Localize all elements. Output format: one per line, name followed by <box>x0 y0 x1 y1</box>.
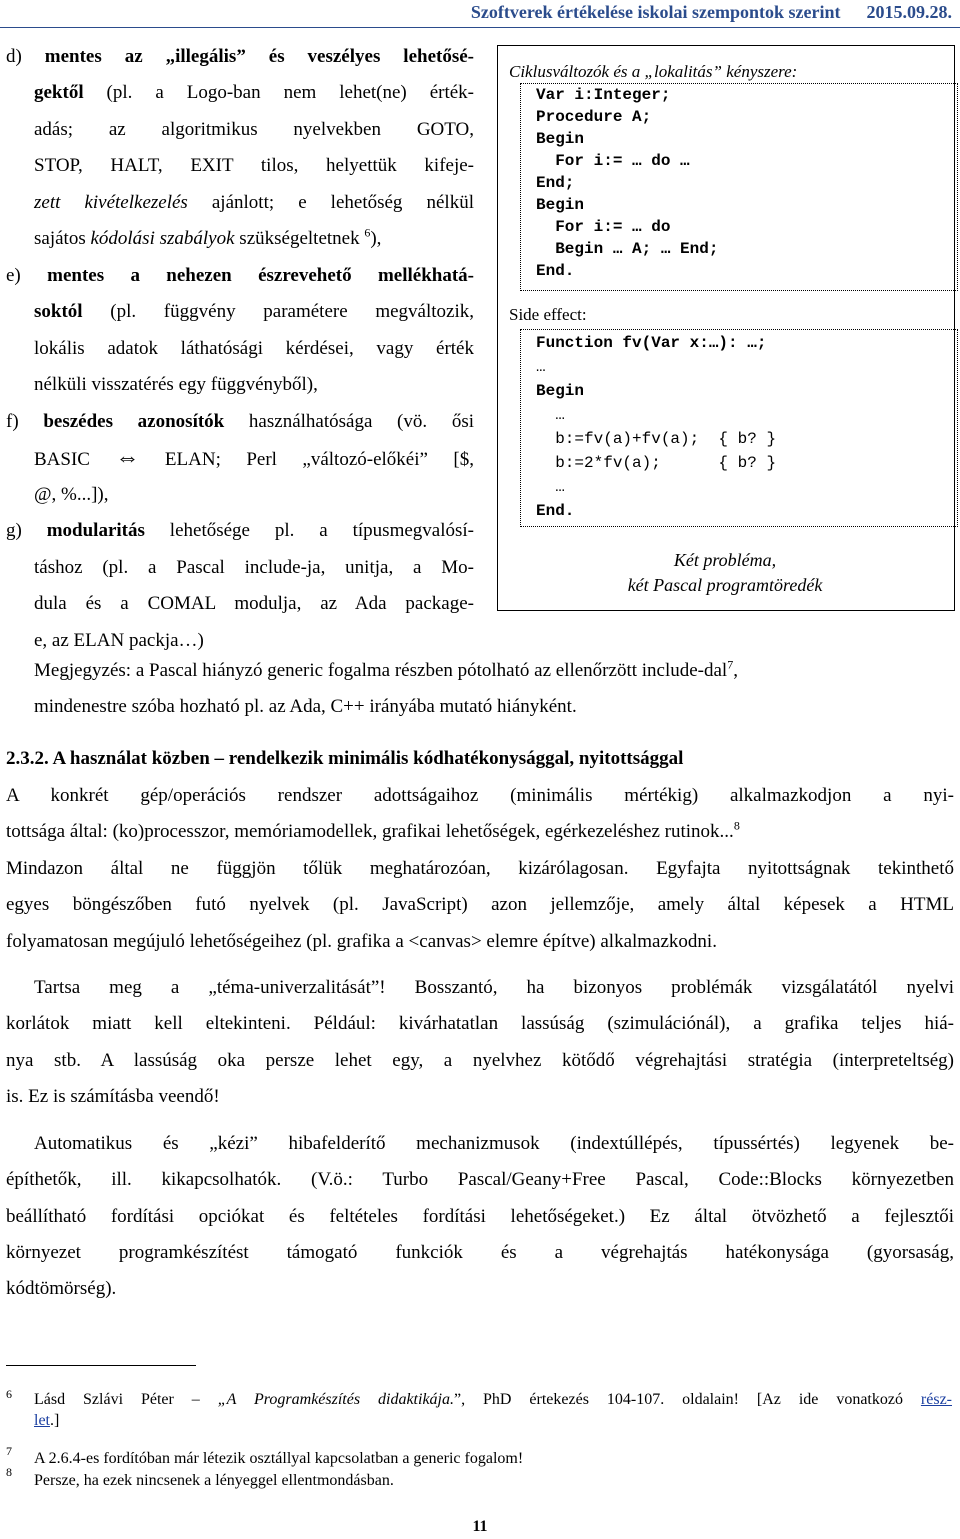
p3-line3: beállítható fordítási opciókat és feltételes fordítási lehetőségeket.) Ez által ötvözhető a fejlesztői <box>6 1206 954 1227</box>
code-block-1: Var i:Integer; Procedure A; Begin For i:= … do … End; Begin For i:= … do Begin … A; … End; End. <box>536 86 719 280</box>
header-date: 2015.09.28. <box>866 2 952 22</box>
item-d-line3: adás; az algoritmikus nyelvekben GOTO, <box>34 119 474 140</box>
footnote-separator <box>6 1365 196 1366</box>
item-e-line3: lokális adatok láthatósági kérdései, vagy érték <box>34 338 474 359</box>
p3-line4: környezet programkészítést támogató funkciók és a végrehajtás hatékonysága (gyorsaság, <box>6 1242 954 1263</box>
fn6-line2: let.] <box>34 1412 60 1429</box>
p3-line5: kódtömörség). <box>6 1278 117 1299</box>
caption-line1: Két probléma, <box>673 550 777 570</box>
item-d-line2: gektől (pl. a Logo-ban nem lehet(ne) érték- <box>34 82 474 103</box>
p3-line1: Automatikus és „kézi” hibafelderítő mechanizmusok (indextúllépés, típussértés) legyenek be- <box>34 1133 954 1154</box>
side-effect-label: Side effect: <box>509 305 587 324</box>
note-line2: mindenestre szóba hozható pl. az Ada, C++ irányába mutató hiányként. <box>34 696 577 717</box>
p2-line3: nya stb. A lassúság oka persze lehet egy, a nyelvhez kötődő végrehajtási stratégia (interpreteltség) <box>6 1050 954 1071</box>
fn8-number: 8 <box>6 1465 12 1479</box>
p1-line3: Mindazon által ne függjön tőlük meghatározóan, kizárólagosan. Egyfajta nyitottságnak tekinthető <box>6 858 954 879</box>
caption-line2: két Pascal programtöredék <box>627 575 823 595</box>
box-title: Ciklusváltozók és a „lokalitás” kényszere: <box>509 62 798 81</box>
p1-line5: folyamatosan megújuló lehetőségeihez (pl. grafika a <canvas> elemre építve) alkalmazkodni. <box>6 931 717 952</box>
p3-line2: építhetők, ill. kikapcsolhatók. (V.ö.: Turbo Pascal/Geany+Free Pascal, Code::Blocks környezetben <box>6 1169 954 1190</box>
p1-line1: A konkrét gép/operációs rendszer adottságaihoz (minimális mértékig) alkalmazkodjon a nyi- <box>6 785 954 806</box>
item-d-line1: d) mentes az „illegális” és veszélyes lehetősé- <box>6 46 474 67</box>
fn6-link-cont[interactable]: let <box>34 1412 50 1429</box>
double-arrow-icon: ⇔ <box>115 445 140 471</box>
item-g-line3: dula és a COMAL modulja, az Ada package- <box>34 593 474 614</box>
section-heading: 2.3.2. A használat közben – rendelkezik minimális kódhatékonysággal, nyitottsággal <box>6 748 684 769</box>
fn6-link[interactable]: rész- <box>920 1391 952 1408</box>
note-line1: Megjegyzés: a Pascal hiányzó generic fogalma részben pótolható az ellenőrzött include-dal$^7$, <box>34 657 738 681</box>
fn8-text: Persze, ha ezek nincsenek a lényeggel ellentmondásban. <box>34 1472 394 1489</box>
item-d-line4: STOP, HALT, EXIT tilos, helyettük kifeje- <box>34 155 474 176</box>
header-title: Szoftverek értékelése iskolai szempontok szerint <box>470 2 841 22</box>
p1-line4: egyes böngészőben futó nyelvek (pl. JavaScript) azon jellemzője, amely által képesek a HTML <box>6 894 954 915</box>
p1-line2: tottsága által: (ko)processzor, memóriamodellek, grafikai lehetőségek, egérkezeléshez rutinok...$^8$ <box>6 818 740 842</box>
fn7-number: 7 <box>6 1444 12 1458</box>
running-header <box>471 2 952 23</box>
item-e-line2: soktól (pl. függvény paramétere megváltozik, <box>34 301 474 322</box>
item-g-line1: g) modularitás lehetősége pl. a típusmegvalósí- <box>6 520 474 541</box>
header-rule <box>0 27 960 28</box>
item-d-line5: zett kivételkezelés ajánlott; e lehetőség nélkül <box>34 192 474 213</box>
item-f-line1: f) beszédes azonosítók használhatósága (vö. ősi <box>6 411 474 432</box>
p2-line4: is. Ez is számításba veendő! <box>6 1086 220 1107</box>
p2-line2: korlátok miatt kell eltekinteni. Például: kivárhatatlan lassúság (szimulációnál), a grafika teljes hiá- <box>6 1013 954 1034</box>
item-f-line2: BASIC ⇔ ELAN; Perl „változó-előkéi” [$, <box>34 445 474 471</box>
p2-line1: Tartsa meg a „téma-univerzalitását”! Bosszantó, ha bizonyos problémák vizsgálatától nyelvi <box>34 977 954 998</box>
fn7-text: A 2.6.4-es fordítóban már létezik osztállyal kapcsolatban a generic fogalom! <box>34 1450 524 1467</box>
page-number: 11 <box>472 1518 488 1535</box>
fn6-line1: Lásd Szlávi Péter – „A Programkészítés didaktikája.”, PhD értekezés 104-107. oldalain! [Az ide vonatkozó rész- <box>34 1391 952 1408</box>
item-g-line2: táshoz (pl. a Pascal include-ja, unitja, a Mo- <box>34 557 474 578</box>
code-block-2: Function fv(Var x:…): …; … Begin … b:=fv(a)+fv(a); { b? } b:=2*fv(a); { b? } … End. <box>536 334 777 520</box>
item-e-line1: e) mentes a nehezen észrevehető mellékhatá- <box>6 265 475 286</box>
fn6-number: 6 <box>6 1387 12 1401</box>
item-g-line4: e, az ELAN packja…) <box>34 630 204 651</box>
item-d-line6: sajátos kódolási szabályok szükségeltetnek $^6$), <box>34 225 382 249</box>
item-f-line3: @, %...]), <box>34 484 109 505</box>
item-e-line4: nélküli visszatérés egy függvényből), <box>34 374 318 395</box>
